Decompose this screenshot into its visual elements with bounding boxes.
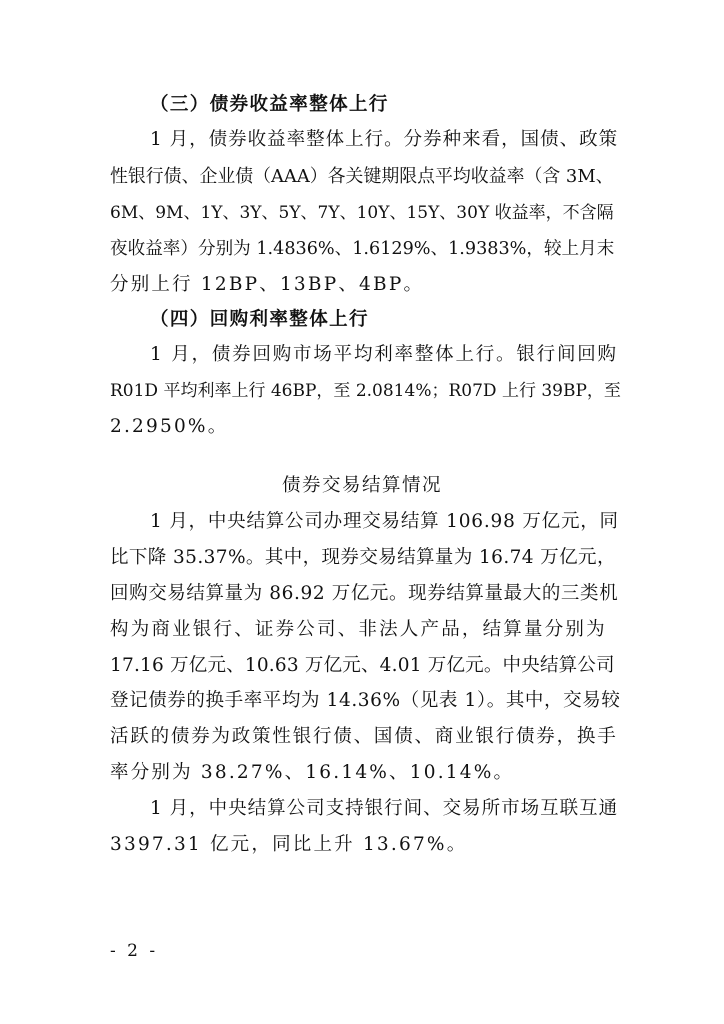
text-line: R01D 平均利率上行 46BP，至 2.0814%；R07D 上行 39BP，至 xyxy=(110,381,621,401)
text-line: 1 月，债券收益率整体上行。分券种来看，国债、政策 xyxy=(150,129,619,150)
text-line: 17.16 万亿元、10.63 万亿元、4.01 万亿元。中央结算公司 xyxy=(110,655,615,676)
text-line: 1 月，中央结算公司办理交易结算 106.98 万亿元，同 xyxy=(150,511,619,532)
text-line: 2.2950%。 xyxy=(110,416,229,437)
text-line: 构为商业银行、证券公司、非法人产品，结算量分别为 xyxy=(110,619,607,640)
text-line: 性银行债、企业债（AAA）各关键期限点平均收益率（含 3M、 xyxy=(110,166,614,187)
text-line: 活跃的债券为政策性银行债、国债、商业银行债券，换手 xyxy=(110,726,618,747)
text-line: 率分别为 38.27%、16.14%、10.14%。 xyxy=(110,762,515,783)
page-number: - 2 - xyxy=(110,941,159,961)
text-line: 比下降 35.37%。其中，现券交易结算量为 16.74 万亿元， xyxy=(110,547,616,568)
heading-repo-rise: （四）回购利率整体上行 xyxy=(150,309,369,330)
text-line: 回购交易结算量为 86.92 万亿元。现券结算量最大的三类机 xyxy=(110,583,619,604)
text-line: 分别上行 12BP、13BP、4BP。 xyxy=(110,274,425,295)
text-line: 登记债券的换手率平均为 14.36%（见表 1）。其中，交易较 xyxy=(110,690,621,711)
text-line: 3397.31 亿元，同比上升 13.67%。 xyxy=(110,834,468,855)
heading-yield-rise: （三）债券收益率整体上行 xyxy=(150,94,389,115)
text-line: 1 月，债券回购市场平均利率整体上行。银行间回购 xyxy=(150,344,618,365)
text-line: 夜收益率）分别为 1.4836%、1.6129%、1.9383%，较上月末 xyxy=(110,239,615,259)
section-title: 债券交易结算情况 xyxy=(281,475,442,496)
text-line: 1 月，中央结算公司支持银行间、交易所市场互联互通 xyxy=(150,798,619,819)
text-line: 6M、9M、1Y、3Y、5Y、7Y、10Y、15Y、30Y 收益率，不含隔 xyxy=(110,203,614,223)
